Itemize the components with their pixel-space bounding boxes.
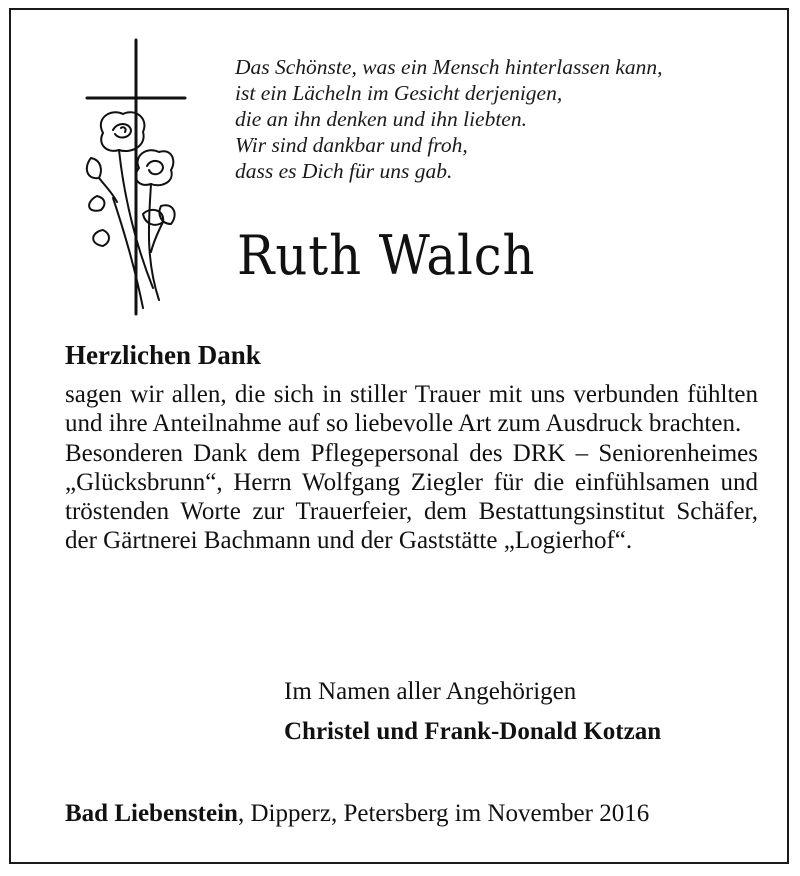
poem-line: Das Schönste, was ein Mensch hinterlassen kann, <box>235 55 663 79</box>
signature-intro: Im Namen aller Angehörigen <box>284 678 577 705</box>
poem-line: Wir sind dankbar und froh, <box>235 133 468 157</box>
notice-frame <box>9 8 789 864</box>
place-primary: Bad Liebenstein <box>65 800 238 827</box>
poem <box>235 54 775 184</box>
signature-names: Christel und Frank-Donald Kotzan <box>284 718 662 745</box>
thanks-heading: Herzlichen Dank <box>65 340 261 370</box>
thanks-body <box>65 380 758 556</box>
cross-with-roses-icon <box>73 38 193 318</box>
place-rest: , Dipperz, Petersberg im November 2016 <box>237 800 650 827</box>
body-paragraph: Besonderen Dank dem Pflegepersonal des DRK – Seniorenheimes „Glücksbrunn“, Herrn Wolfgang Ziegler für die einfühlsamen und tröstenden Worte zur Trauerfeier, dem Bestattungsinstitut Schäfer, der Gärtnerei Bachmann und der Gaststätte „Logierhof“. <box>65 439 758 555</box>
signature-block <box>284 678 661 746</box>
place-date-line <box>65 800 649 828</box>
poem-line: ist ein Lächeln im Gesicht derjenigen, <box>235 81 563 105</box>
poem-line: dass es Dich für uns gab. <box>235 159 453 183</box>
body-paragraph: sagen wir allen, die sich in stiller Trauer mit uns verbunden fühlten und ihre Anteilnahme auf so liebevolle Art zum Ausdruck brachten. <box>65 381 758 438</box>
deceased-name: Ruth Walch <box>237 224 536 287</box>
poem-line: die an ihn denken und ihn liebten. <box>235 107 527 131</box>
